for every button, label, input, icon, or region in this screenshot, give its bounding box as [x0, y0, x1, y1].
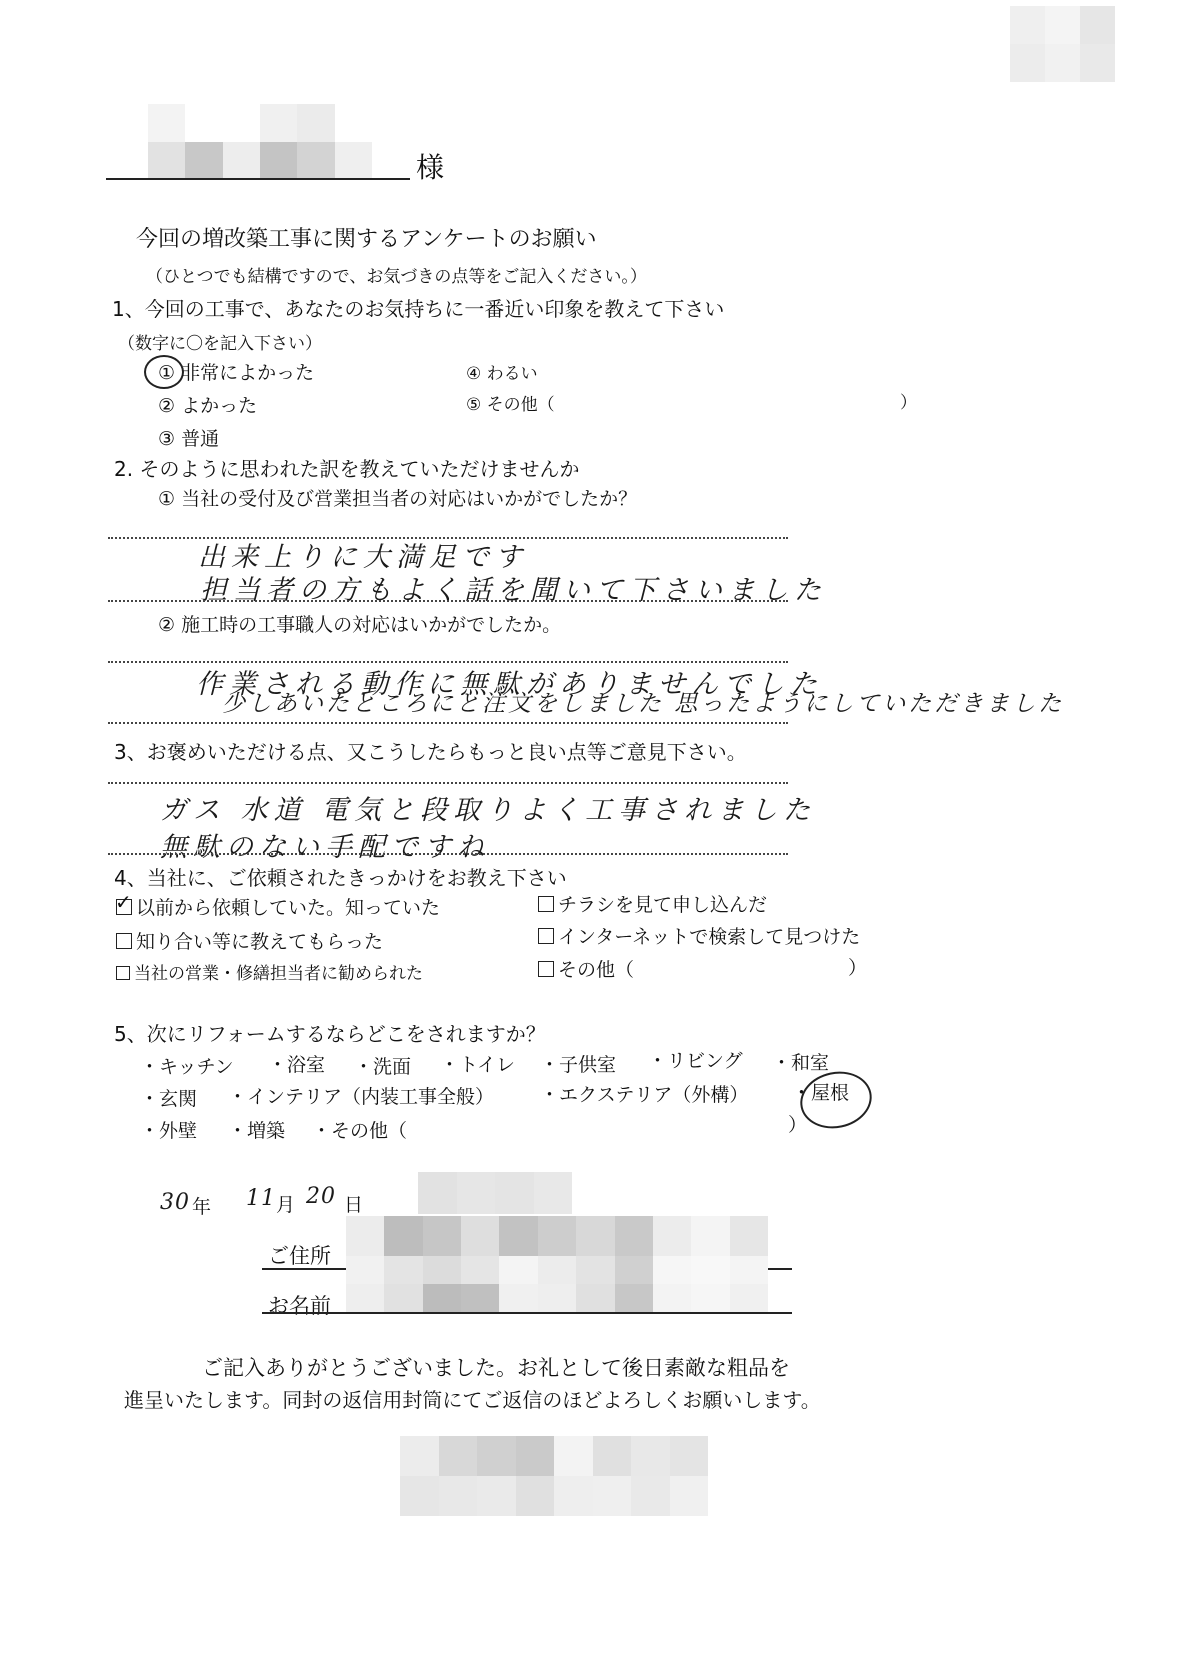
q1-option-3[interactable]: ③ 普通	[158, 428, 220, 450]
checkbox[interactable]	[538, 928, 554, 944]
q1-option-4[interactable]: ④ わるい	[466, 364, 538, 384]
redacted-address[interactable]	[346, 1216, 768, 1256]
check-mark-icon: ✓	[115, 890, 132, 914]
checkbox[interactable]	[538, 896, 554, 912]
survey-subtitle: （ひとつでも結構ですので、お気づきの点等をご記入ください。）	[146, 267, 647, 287]
roof-selection-circle	[795, 1065, 877, 1135]
q1-question: 1、今回の工事で、あなたのお気持ちに一番近い印象を教えて下さい	[112, 297, 725, 321]
q4-option-5[interactable]	[538, 922, 860, 949]
q5-option-japanese-room[interactable]: ・和室	[772, 1052, 830, 1074]
q5-option-outer-wall[interactable]: ・外壁	[140, 1120, 198, 1142]
thanks-line1: ご記入ありがとうございました。お礼として後日素敵な粗品を	[202, 1356, 790, 1380]
checkbox[interactable]	[116, 933, 132, 949]
q2-answer2-line2: 少しあいたところにと注文をしました 思ったようにしていただきました	[222, 691, 1065, 717]
redacted-date-extra	[418, 1172, 572, 1214]
q4-option-1-label: 以前から依頼していた。知っていた	[136, 897, 441, 919]
q4-option-4[interactable]	[538, 890, 767, 917]
q5-question: 5、次にリフォームするならどこをされますか？	[114, 1022, 546, 1046]
q5-option-bathroom[interactable]: ・浴室	[268, 1054, 326, 1076]
q4-option-3[interactable]	[116, 959, 423, 984]
q3-answer-line2: 無駄のない手配ですね	[160, 832, 490, 863]
q2-question: 2. そのように思われた訳を教えていただけませんか	[114, 457, 580, 481]
q4-option-4-label: チラシを見て申し込んだ	[558, 894, 768, 916]
q1-option-2[interactable]: ② よかった	[158, 395, 258, 417]
checkbox[interactable]	[538, 961, 554, 977]
date-month: 11	[246, 1186, 276, 1211]
q1-instruction: （数字に〇を記入下さい）	[118, 334, 322, 354]
q4-other-close: ）	[848, 957, 868, 979]
q5-option-kitchen[interactable]: ・キッチン	[140, 1056, 234, 1078]
q4-option-2-label: 知り合い等に教えてもらった	[136, 931, 384, 953]
q5-option-kids-room[interactable]: ・子供室	[540, 1054, 617, 1076]
name-underline	[262, 1312, 792, 1314]
q2-sub1: ① 当社の受付及び営業担当者の対応はいかがでしたか？	[158, 488, 638, 510]
answer-line	[108, 722, 788, 724]
redacted-corner-mosaic	[1010, 6, 1115, 82]
survey-title: 今回の増改築工事に関するアンケートのお願い	[136, 227, 597, 252]
checkbox[interactable]	[116, 966, 130, 980]
month-label: 月	[276, 1194, 296, 1216]
q4-option-5-label: インターネットで検索して見つけた	[558, 926, 861, 948]
answer-line	[108, 600, 788, 602]
recipient-underline	[106, 178, 410, 180]
checkbox-checked[interactable]	[115, 890, 132, 915]
q2-answer1-line1: 出来上りに大満足です	[198, 542, 528, 573]
redacted-company-stamp	[400, 1436, 708, 1516]
answer-line	[108, 782, 788, 784]
q1-option-1[interactable]: ① 非常によかった	[158, 362, 315, 384]
q1-other-close: ）	[900, 393, 917, 413]
redacted-recipient-name	[148, 104, 372, 180]
redacted-name[interactable]	[346, 1256, 768, 1312]
year-label: 年	[192, 1196, 212, 1218]
answer-line	[108, 853, 788, 855]
q5-option-interior[interactable]: ・インテリア（内装工事全般）	[228, 1086, 495, 1108]
q5-option-extension[interactable]: ・増築	[228, 1120, 286, 1142]
q5-option-living[interactable]: ・リビング	[648, 1050, 743, 1072]
q4-option-3-label: 当社の営業・修繕担当者に勧められた	[134, 964, 423, 984]
q4-option-6-label: その他（	[558, 959, 635, 981]
day-label: 日	[344, 1194, 364, 1216]
name-label: お名前	[268, 1294, 331, 1318]
q2-answer2-line1: 作業される動作に無駄がありませんでした	[196, 669, 823, 700]
q5-option-washroom[interactable]: ・洗面	[354, 1056, 412, 1078]
q3-question: 3、お褒めいただける点、又こうしたらもっと良い点等ご意見下さい。	[114, 740, 747, 764]
q4-option-2[interactable]	[116, 927, 383, 954]
q4-question: 4、当社に、ご依頼されたきっかけをお教え下さい	[114, 866, 567, 890]
q3-answer-line1: ガス 水道 電気と段取りよく工事されました	[160, 795, 817, 826]
honorific: 様	[416, 151, 445, 184]
q2-answer1-line2: 担当者の方もよく話を聞いて下さいました	[200, 575, 827, 606]
q5-option-entrance[interactable]: ・玄関	[140, 1088, 198, 1110]
address-label: ご住所	[268, 1244, 331, 1268]
q5-option-exterior[interactable]: ・エクステリア（外構）	[540, 1084, 749, 1106]
q4-option-6[interactable]	[538, 955, 634, 982]
q5-option-roof[interactable]: ・屋根	[792, 1082, 850, 1104]
q2-sub2: ② 施工時の工事職人の対応はいかがでしたか。	[158, 614, 562, 636]
date-year: 30	[160, 1190, 190, 1215]
q5-other-close: ）	[788, 1114, 808, 1136]
thanks-line2: 進呈いたします。同封の返信用封筒にてご返信のほどよろしくお願いします。	[124, 1388, 821, 1412]
q5-option-toilet[interactable]: ・トイレ	[440, 1054, 516, 1076]
q4-option-1[interactable]	[115, 890, 441, 920]
q5-option-other[interactable]: ・その他（	[312, 1120, 408, 1142]
q1-option-5[interactable]: ⑤ その他（	[466, 395, 555, 415]
date-day: 20	[306, 1184, 336, 1209]
